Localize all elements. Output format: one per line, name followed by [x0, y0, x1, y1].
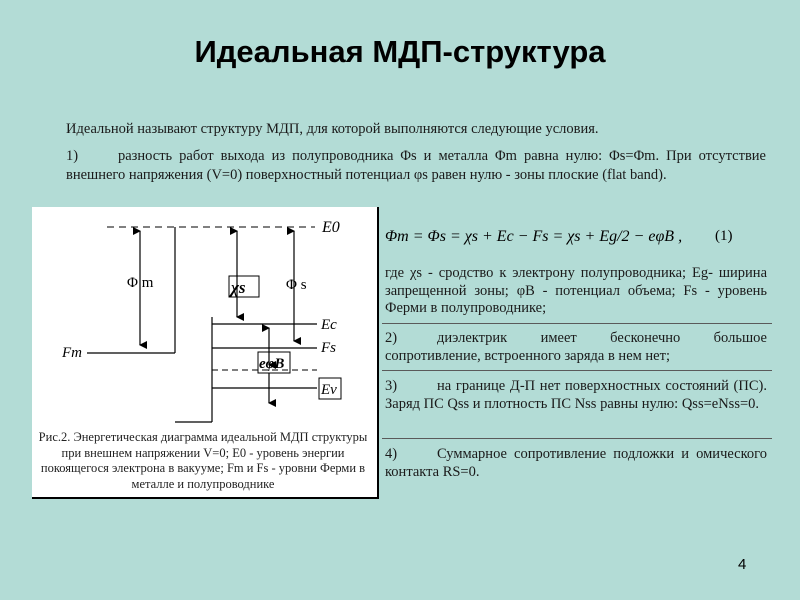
- label-ec: Ec: [321, 317, 337, 333]
- condition-4: [385, 446, 767, 481]
- condition-2: [385, 330, 767, 365]
- label-phi-m: Φ m: [127, 275, 154, 291]
- divider-2: [382, 370, 772, 371]
- label-ev: Ev: [321, 382, 337, 398]
- divider-1: [382, 323, 772, 324]
- intro-text: Идеальной называют структуру МДП, для которой выполняются следующие условия.: [66, 121, 599, 137]
- condition-1-text: разность работ выхода из полупроводника Φs и металла Φm равна нулю: Φs=Φm. При отсутствие внешнего напряжения (V=0) поверхностный потенциал φs равен нулю - зоны плоские (flat band).: [66, 148, 766, 183]
- label-e0: E0: [322, 219, 340, 236]
- diagram-caption: Рис.2. Энергетическая диаграмма идеальной МДП структуры при внешнем напряжении V=0; E0 - уровень энергии покоящегося электрона в вакууме; Fm и Fs - уровни Ферми в металле и полупроводнике: [38, 430, 368, 491]
- label-fm: Fm: [62, 345, 82, 361]
- condition-4-text: Суммарное сопротивление подложки и омического контакта RS=0.: [385, 446, 767, 480]
- formula-1-number: (1): [715, 228, 733, 244]
- divider-3: [382, 438, 772, 439]
- condition-3-text: на границе Д-П нет поверхностных состояний (ПС). Заряд ПС Qss и плотность ПС Nss равны нулю: Qss=eNss=0.: [385, 378, 767, 412]
- formula-1: [385, 212, 770, 257]
- condition-3-number: 3): [385, 378, 398, 394]
- page-number: 4: [738, 556, 747, 573]
- label-phi-s: Φ s: [286, 277, 307, 293]
- formula-1-text: Φm = Φs = χs + Ec − Fs = χs + Eg/2 − eφB ,: [385, 228, 683, 245]
- slide-title: Идеальная МДП-структура: [194, 34, 606, 69]
- definitions-text: где χs - сродство к электрону полупроводника; Eg- ширина запрещенной зоны; φB - потенциал объема; Fs - уровень Ферми в полупроводнике;: [385, 265, 767, 316]
- label-ephi-b: eφB: [259, 356, 285, 372]
- condition-3: [385, 378, 767, 413]
- condition-4-number: 4): [385, 446, 398, 462]
- condition-2-text: диэлектрик имеет бесконечно большое сопротивление, встроенного заряда в нем нет;: [385, 330, 767, 364]
- condition-1: [66, 147, 766, 185]
- label-chi-s: χs: [231, 278, 246, 297]
- condition-2-number: 2): [385, 330, 398, 346]
- label-fs: Fs: [321, 340, 336, 356]
- condition-1-number: 1): [66, 148, 79, 164]
